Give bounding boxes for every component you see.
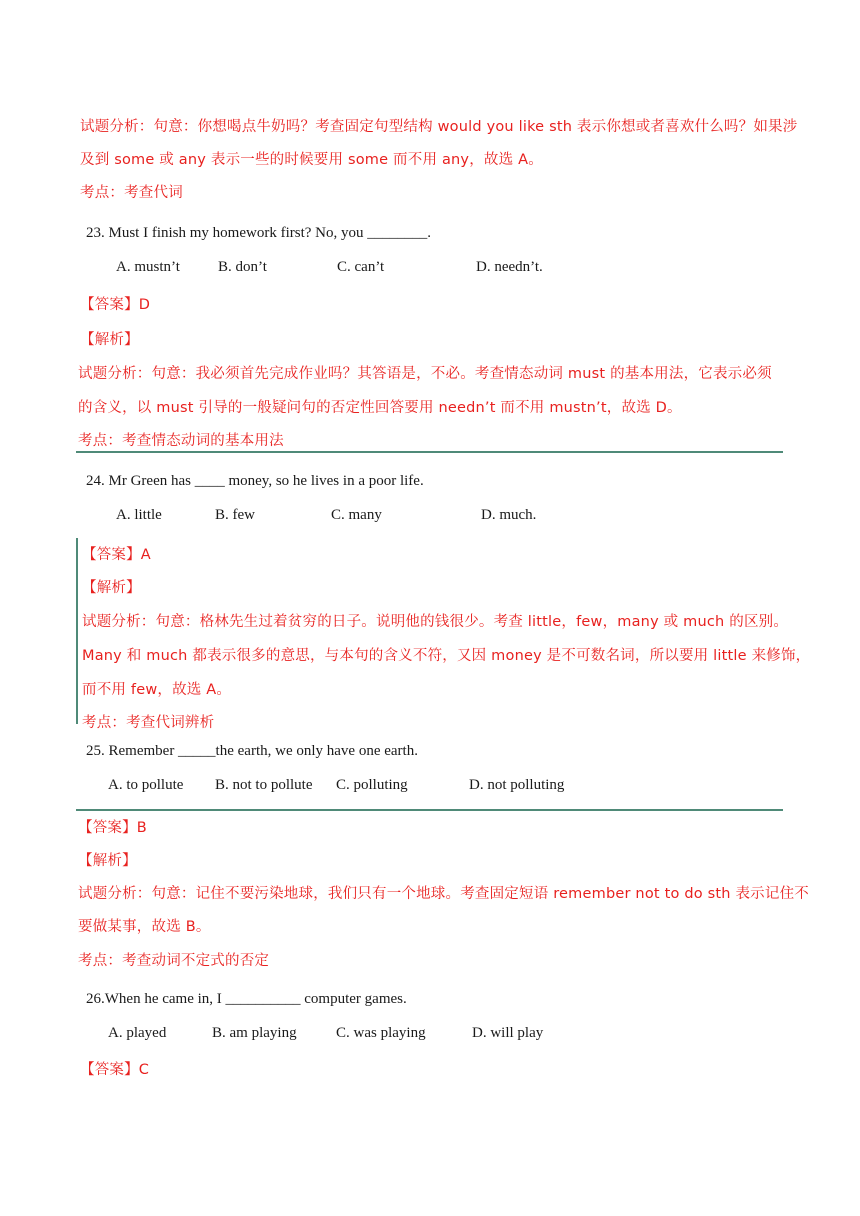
exam-point: 考点：考查动词不定式的否定 bbox=[78, 953, 270, 969]
exam-point: 考点：考查代词辨析 bbox=[82, 715, 215, 731]
exam-point: 考点：考查情态动词的基本用法 bbox=[78, 433, 284, 449]
analysis-line: 及到 some 或 any 表示一些的时候要用 some 而不用 any，故选 A。 bbox=[80, 152, 543, 168]
analysis-label: 【解析】 bbox=[80, 332, 139, 348]
analysis-line: Many 和 much 都表示很多的意思，与本句的含义不符，又因 money 是不可数名词，所以要用 little 来修饰， bbox=[82, 648, 811, 664]
option-c: C. polluting bbox=[336, 777, 408, 793]
analysis-label: 【解析】 bbox=[82, 580, 141, 596]
option-b: B. few bbox=[215, 507, 255, 523]
option-c: C. can’t bbox=[337, 259, 385, 275]
divider bbox=[76, 451, 783, 453]
question-25: 25. Remember _____the earth, we only have one earth. bbox=[86, 743, 418, 759]
analysis-label: 【解析】 bbox=[78, 853, 137, 869]
answer-label: 【答案】D bbox=[80, 297, 151, 313]
option-c: C. many bbox=[331, 507, 382, 523]
answer-label: 【答案】A bbox=[82, 547, 151, 563]
side-bar bbox=[76, 538, 78, 724]
analysis-line: 试题分析：句意：记住不要污染地球，我们只有一个地球。考查固定短语 remember not to do sth 表示记住不 bbox=[78, 886, 809, 902]
option-b: B. not to pollute bbox=[215, 777, 313, 793]
analysis-line: 试题分析：句意：你想喝点牛奶吗？考查固定句型结构 would you like sth 表示你想或者喜欢什么吗？如果涉 bbox=[80, 119, 798, 135]
analysis-line: 而不用 few，故选 A。 bbox=[82, 682, 232, 698]
question-26: 26.When he came in, I __________ computer games. bbox=[86, 991, 407, 1007]
analysis-line: 试题分析：句意：格林先生过着贫穷的日子。说明他的钱很少。考查 little，few，many 或 much 的区别。 bbox=[82, 614, 789, 630]
option-d: D. much. bbox=[481, 507, 537, 523]
analysis-line: 的含义，以 must 引导的一般疑问句的否定性回答要用 needn’t 而不用 mustn’t，故选 D。 bbox=[78, 400, 682, 416]
question-24: 24. Mr Green has ____ money, so he lives in a poor life. bbox=[86, 473, 424, 489]
analysis-line: 要做某事，故选 B。 bbox=[78, 919, 211, 935]
analysis-line: 试题分析：句意：我必须首先完成作业吗？其答语是，不必。考查情态动词 must 的基本用法，它表示必须 bbox=[78, 366, 772, 382]
option-a: A. to pollute bbox=[108, 777, 184, 793]
answer-label: 【答案】C bbox=[80, 1062, 150, 1078]
option-b: B. am playing bbox=[212, 1025, 297, 1041]
option-c: C. was playing bbox=[336, 1025, 426, 1041]
option-a: A. mustn’t bbox=[116, 259, 180, 275]
option-a: A. played bbox=[108, 1025, 167, 1041]
option-a: A. little bbox=[116, 507, 162, 523]
option-d: D. will play bbox=[472, 1025, 544, 1041]
divider bbox=[76, 809, 783, 811]
question-23: 23. Must I finish my homework first? No, you ________. bbox=[86, 225, 431, 241]
option-d: D. needn’t. bbox=[476, 259, 543, 275]
option-b: B. don’t bbox=[218, 259, 267, 275]
answer-label: 【答案】B bbox=[78, 820, 147, 836]
exam-point: 考点：考查代词 bbox=[80, 185, 183, 201]
option-d: D. not polluting bbox=[469, 777, 565, 793]
